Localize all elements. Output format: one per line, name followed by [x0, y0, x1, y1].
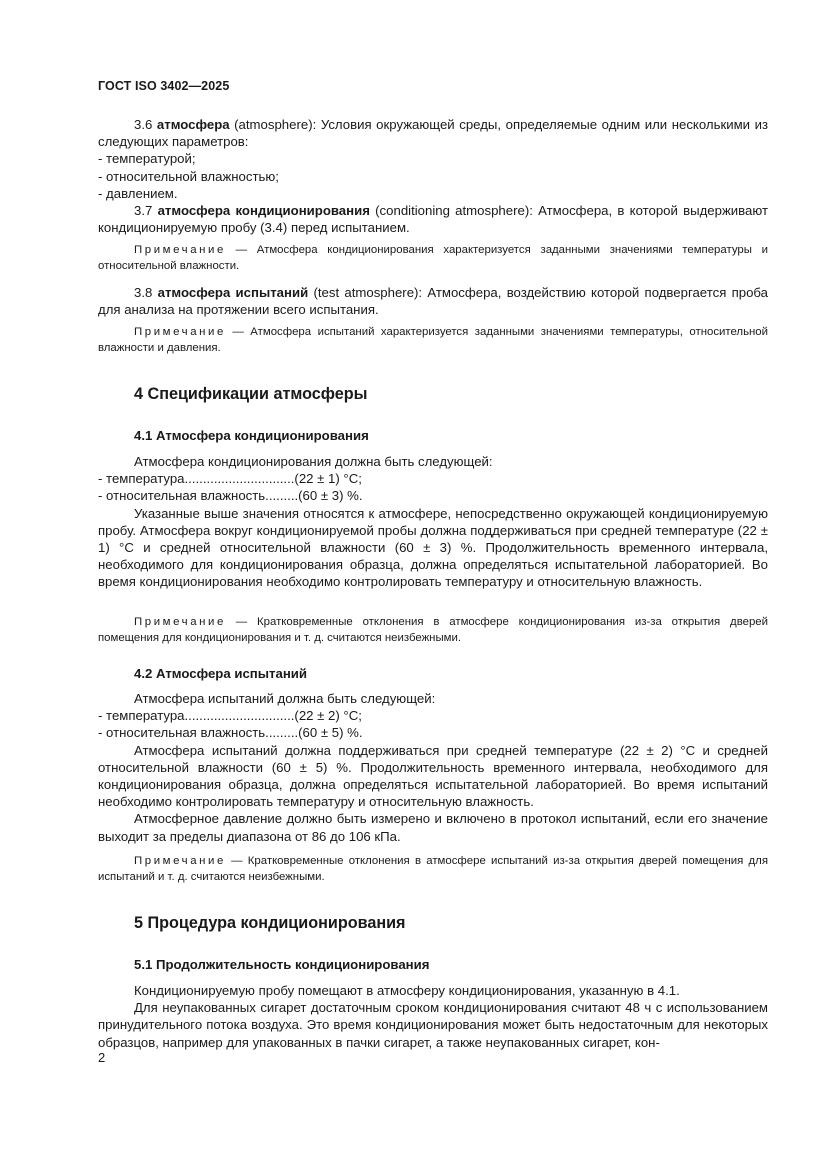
- subsection-4-1-body: [98, 453, 768, 591]
- clause-number: 3.8: [134, 285, 158, 300]
- list-item: - относительная влажность.........(60 ± 5) %.: [98, 725, 363, 741]
- term: атмосфера испытаний: [157, 285, 309, 300]
- subsection-4-2-body: [98, 690, 768, 845]
- list-item: - относительная влажность.........(60 ± 3) %.: [98, 488, 363, 504]
- list-item: - температура..............................(22 ± 2) °С;: [98, 708, 362, 724]
- subsection-heading-4-2: 4.2 Атмосфера испытаний: [134, 666, 307, 681]
- term: атмосфера кондиционирования: [157, 203, 370, 218]
- definition-text: (test atmosphere): Атмосфера, воздействию которой подвергается проба для анализа на протяжении всего испытания.: [98, 285, 768, 318]
- subsection-heading-5-1: 5.1 Продолжительность кондиционирования: [134, 957, 430, 972]
- note-text: — Атмосфера кондиционирования характеризуется заданными значениями температуры и относительной влажности.: [98, 244, 768, 272]
- note-label: Примечание: [134, 326, 226, 338]
- note-4-1: [98, 615, 768, 646]
- paragraph: Указанные выше значения относятся к атмосфере, непосредственно окружающей кондиционируемую пробу. Атмосфера вокруг кондиционируемой пробы должна поддерживаться при средней температуре (22 ± 1) °С и средней относительной влажности (60 ± 3) %. Продолжительность временного интервала, необходимого для кондиционирования образца, должна определяться испытательной лабораторией. Во время кондиционирования необходимо контролировать температуру и относительную влажность.: [98, 505, 768, 590]
- list-item: - относительной влажностью;: [98, 168, 279, 184]
- note-label: Примечание: [134, 244, 226, 256]
- clause-number: 3.6: [134, 117, 157, 132]
- paragraph: Для неупакованных сигарет достаточным сроком кондиционирования считают 48 ч с использованием принудительного потока воздуха. Это время кондиционирования может быть недостаточным для некоторых образцов, например для упакованных в пачки сигарет, а также неупакованных сигарет, кон-: [98, 1000, 768, 1050]
- paragraph: Атмосфера испытаний должна поддерживаться при средней температуре (22 ± 2) °С и средней относительной влажности (60 ± 5) %. Продолжительность временного интервала, необходимого для кондиционирования образца, должна определяться испытательной лабораторией. Во время испытаний необходимо контролировать температуру и относительную влажность.: [98, 742, 768, 810]
- list-item: - температурой;: [98, 151, 196, 167]
- note-3-8: [98, 325, 768, 356]
- note-4-2: [98, 854, 768, 885]
- note-label: Примечание: [134, 616, 226, 628]
- definition-text: (conditioning atmosphere): Атмосфера, в которой выдерживают кондиционируемую пробу (3.4) перед испытанием.: [98, 203, 768, 236]
- term: атмосфера: [156, 117, 230, 132]
- paragraph: Атмосферное давление должно быть измерено и включено в протокол испытаний, если его значение выходит за пределы диапазона от 86 до 106 кПа.: [98, 811, 768, 844]
- note-text: — Кратковременные отклонения в атмосфере испытаний из-за открытия дверей помещения для испытаний и т. д. считаются неизбежными.: [98, 855, 768, 883]
- list-item: - давлением.: [98, 185, 178, 201]
- clause-number: 3.7: [134, 203, 158, 218]
- page-number: 2: [98, 1050, 106, 1065]
- intro-text: Атмосфера кондиционирования должна быть следующей:: [134, 454, 493, 469]
- subsection-heading-4-1: 4.1 Атмосфера кондиционирования: [134, 428, 369, 443]
- definition-3-6: [98, 116, 768, 202]
- paragraph: Кондиционируемую пробу помещают в атмосферу кондиционирования, указанную в 4.1.: [134, 983, 680, 998]
- definition-3-8: [98, 284, 768, 318]
- intro-text: Атмосфера испытаний должна быть следующей:: [134, 691, 436, 706]
- note-3-7: [98, 243, 768, 274]
- section-heading-4: 4 Спецификации атмосферы: [134, 385, 368, 403]
- section-heading-5: 5 Процедура кондиционирования: [134, 914, 406, 932]
- definition-3-7: [98, 202, 768, 236]
- note-text: — Атмосфера испытаний характеризуется заданными значениями температуры, относительной влажности и давления.: [98, 326, 768, 354]
- list-item: - температура..............................(22 ± 1) °С;: [98, 471, 362, 487]
- document-id-header: ГОСТ ISO 3402—2025: [98, 79, 230, 93]
- note-label: Примечание: [134, 855, 226, 867]
- note-text: — Кратковременные отклонения в атмосфере кондиционирования из-за открытия дверей помещения для кондиционирования и т. д. считаются неизбежными.: [98, 616, 768, 644]
- definition-text: (atmosphere): Условия окружающей среды, определяемые одним или несколькими из следующих параметров:: [98, 117, 768, 150]
- subsection-5-1-body: [98, 982, 768, 1051]
